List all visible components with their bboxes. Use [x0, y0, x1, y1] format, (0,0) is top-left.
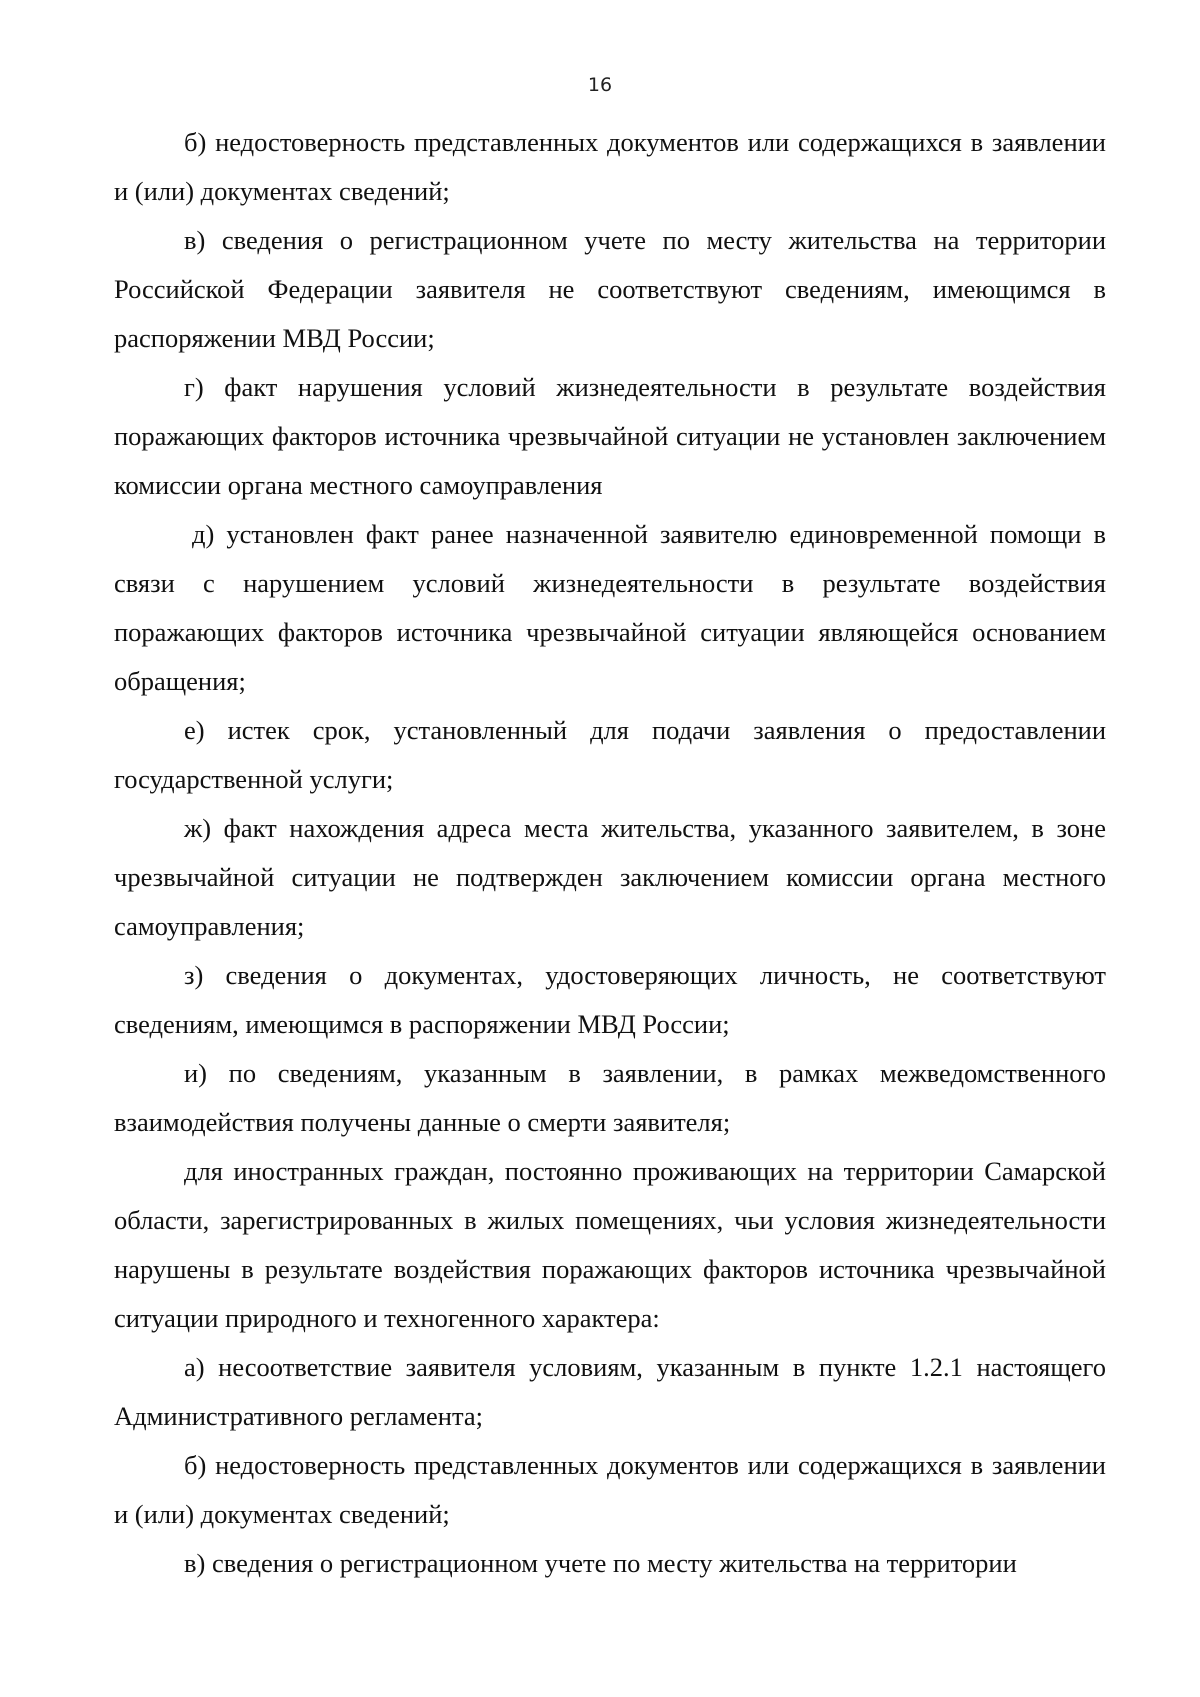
- paragraph-a: а) несоответствие заявителя условиям, указанным в пункте 1.2.1 настоящего Административного регламента;: [114, 1352, 1106, 1431]
- paragraph-zh: ж) факт нахождения адреса места жительства, указанного заявителем, в зоне чрезвычайной ситуации не подтвержден заключением комиссии органа местного самоуправления;: [114, 813, 1106, 941]
- paragraph-g: г) факт нарушения условий жизнедеятельности в результате воздействия поражающих факторов источника чрезвычайной ситуации не установлен заключением комиссии органа местного самоуправления: [114, 372, 1106, 500]
- paragraph-b-1: б) недостоверность представленных документов или содержащихся в заявлении и (или) документах сведений;: [114, 127, 1106, 206]
- paragraph-v-2: в) сведения о регистрационном учете по месту жительства на территории: [184, 1548, 1017, 1578]
- document-body: [114, 118, 1106, 1588]
- paragraph-e: е) истек срок, установленный для подачи заявления о предоставлении государственной услуги;: [114, 715, 1106, 794]
- paragraph-i: и) по сведениям, указанным в заявлении, в рамках межведомственного взаимодействия получены данные о смерти заявителя;: [114, 1058, 1106, 1137]
- paragraph-z: з) сведения о документах, удостоверяющих личность, не соответствуют сведениям, имеющимся в распоряжении МВД России;: [114, 960, 1106, 1039]
- paragraph-d: д) установлен факт ранее назначенной заявителю единовременной помощи в связи с нарушением условий жизнедеятельности в результате воздействия поражающих факторов источника чрезвычайной ситуации являющейся основанием обращения;: [114, 519, 1106, 696]
- paragraph-b-2: б) недостоверность представленных документов или содержащихся в заявлении и (или) документах сведений;: [114, 1450, 1106, 1529]
- paragraph-foreign-citizens: для иностранных граждан, постоянно проживающих на территории Самарской области, зарегистрированных в жилых помещениях, чьи условия жизнедеятельности нарушены в результате воздействия поражающих факторов источника чрезвычайной ситуации природного и техногенного характера:: [114, 1156, 1106, 1333]
- paragraph-v-1: в) сведения о регистрационном учете по месту жительства на территории Российской Федерации заявителя не соответствуют сведениям, имеющимся в распоряжении МВД России;: [114, 225, 1106, 353]
- page-number: 16: [587, 74, 613, 96]
